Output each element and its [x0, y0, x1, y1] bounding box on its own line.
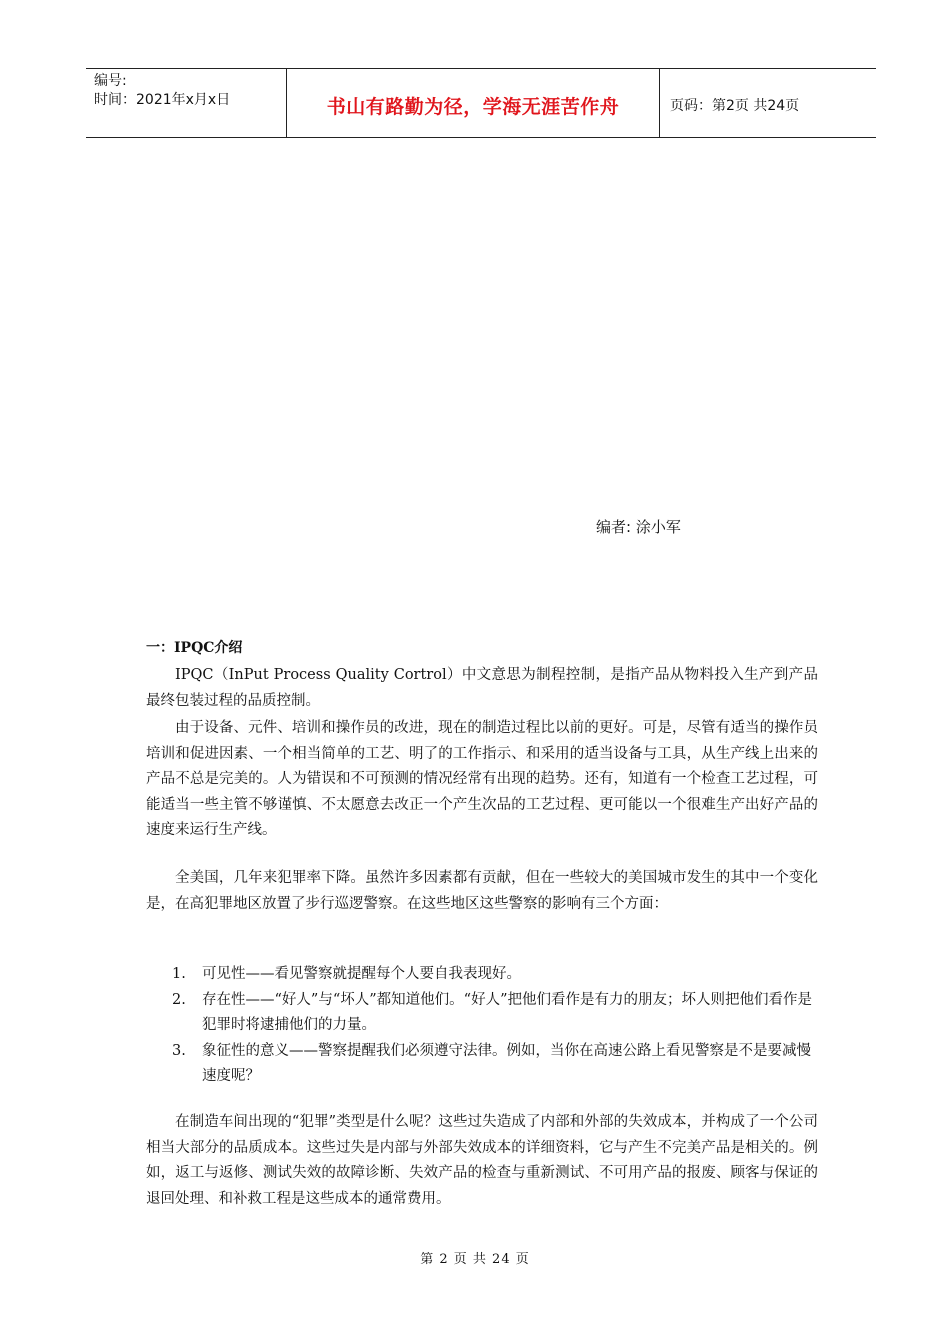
list-item-text: 象征性的意义——警察提醒我们必须遵守法律。例如，当你在高速公路上看见警察是不是要减慢速度呢？ [202, 1042, 811, 1084]
list-item [146, 1039, 818, 1090]
list-item-number: 3. [172, 1042, 186, 1059]
header-meta [86, 69, 287, 137]
paragraph-closing: 在制造车间出现的“犯罪”类型是什么呢？这些过失造成了内部和外部的失效成本，并构成了一个公司相当大部分的品质成本。这些过失是内部与外部失效成本的详细资料，它与产生不完美产品是相关的。例如，返工与返修、测试失效的故障诊断、失效产品的检查与重新测试、不可用产品的报废、顾客与保证的退回处理、和补救工程是这些成本的通常费用。 [146, 1114, 818, 1207]
page-header [86, 68, 876, 138]
author-line: 编者: 涂小军 [596, 518, 681, 536]
section-title: 一：IPQC介绍 [146, 640, 243, 656]
header-page-info: 页码：第2页 共24页 [670, 98, 800, 114]
paragraph-police-analogy: 全美国，几年来犯罪率下降。虽然许多因素都有贡献，但在一些较大的美国城市发生的其中一个变化是，在高犯罪地区放置了步行巡逻警察。在这些地区这些警察的影响有三个方面： [146, 870, 818, 912]
list-item-number: 2. [172, 991, 186, 1008]
list-item [146, 988, 818, 1039]
document-date: 时间：2021年x月x日 [94, 92, 231, 108]
list-item-text: 存在性——“好人”与“坏人”都知道他们。“好人”把他们看作是有力的朋友；坏人则把他们看作是犯罪时将逮捕他们的力量。 [202, 991, 812, 1033]
document-number-label: 编号: [94, 73, 127, 89]
paragraph-intro: IPQC（InPut Process Quality Cortrol）中文意思为制程控制，是指产品从物料投入生产到产品最终包装过程的品质控制。 [146, 667, 818, 709]
list-item-number: 1. [172, 966, 186, 982]
list-item-text: 可见性——看见警察就提醒每个人要自我表现好。 [202, 966, 521, 982]
header-motto: 书山有路勤为径，学海无涯苦作舟 [287, 69, 660, 137]
list-item [146, 962, 818, 988]
page-footer: 第 2 页 共 24 页 [420, 1252, 530, 1267]
paragraph-manufacturing: 由于设备、元件、培训和操作员的改进，现在的制造过程比以前的更好。可是，尽管有适当的操作员培训和促进因素、一个相当简单的工艺、明了的工作指示、和采用的适当设备与工具，从生产线上出来的产品不总是完美的。人为错误和不可预测的情况经常有出现的趋势。还有，知道有一个检查工艺过程，可能适当一些主管不够谨慎、不太愿意去改正一个产生次品的工艺过程、更可能以一个很难生产出好产品的速度来运行生产线。 [146, 720, 818, 838]
numbered-list [146, 962, 818, 1090]
